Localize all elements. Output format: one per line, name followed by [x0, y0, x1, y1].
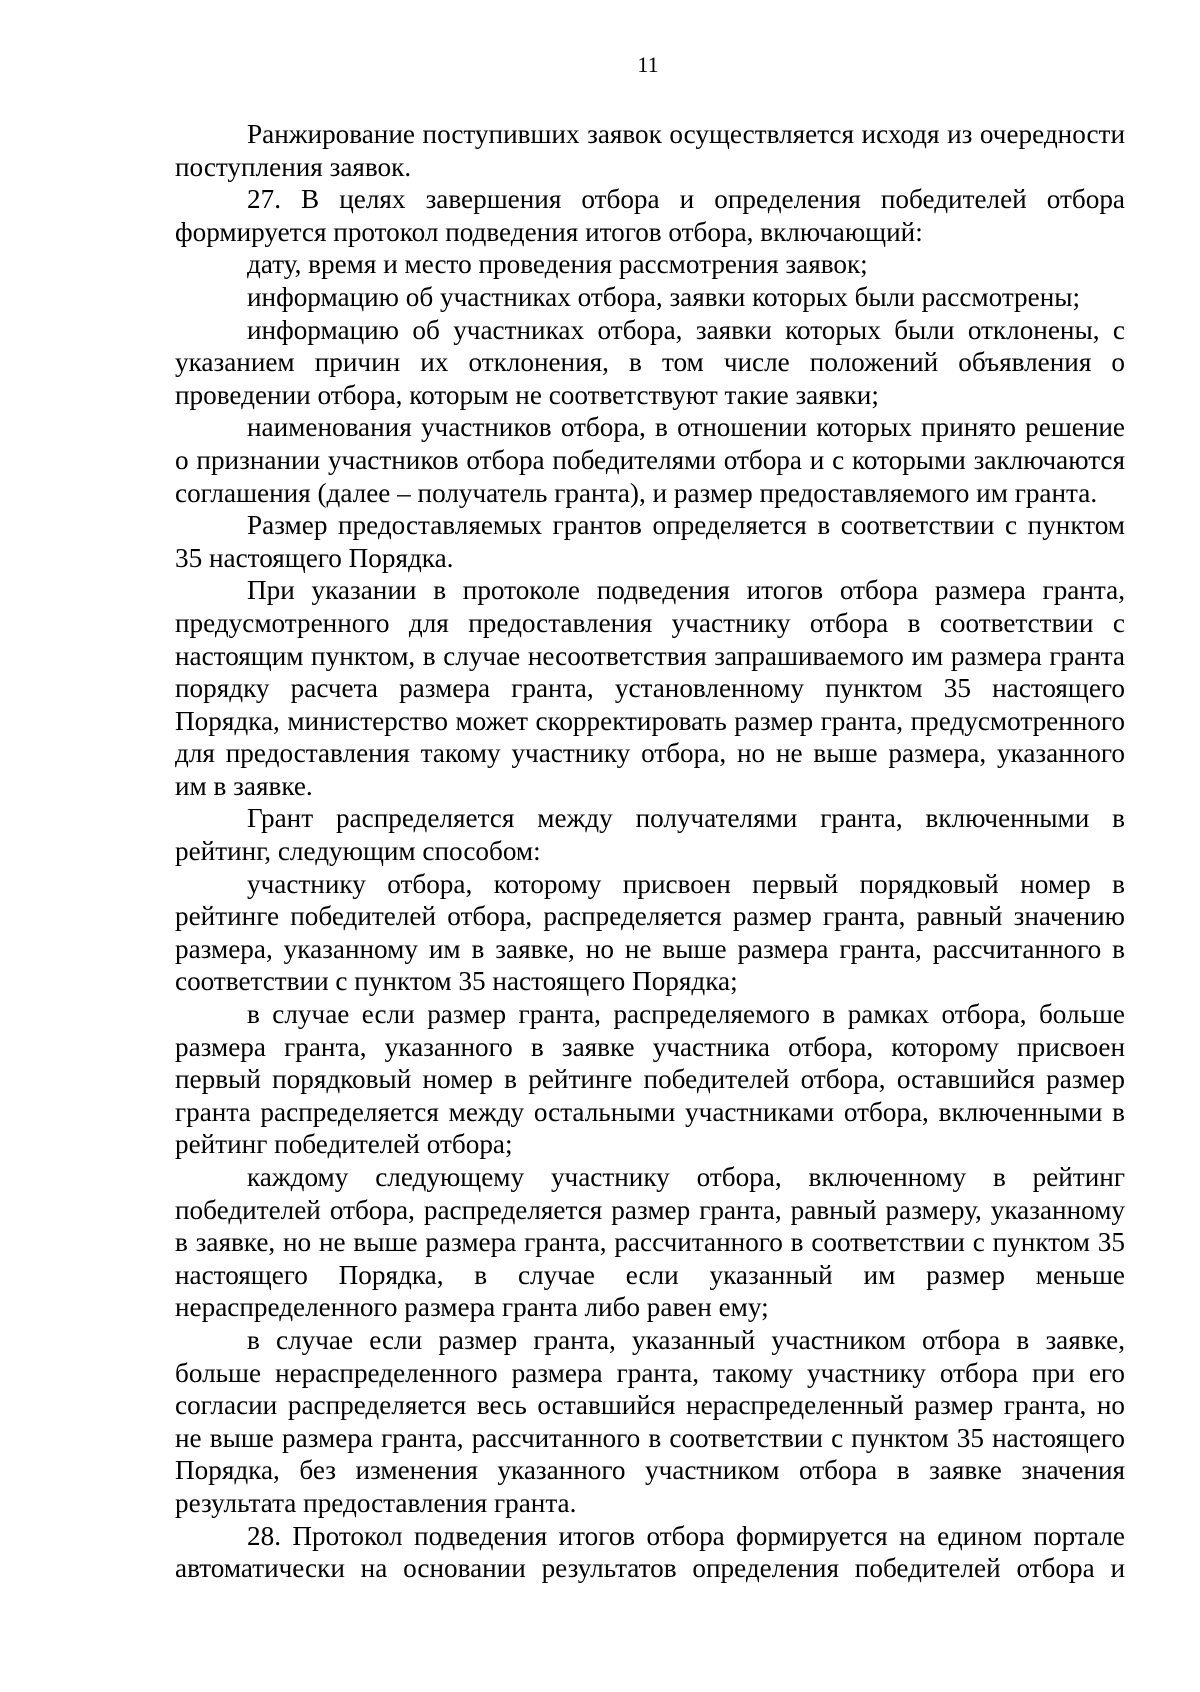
paragraph: При указании в протоколе подведения итогов отбора размера гранта, предусмотренного для предоставления участнику отбора в соответствии с настоящим пунктом, в случае несоответствия запрашиваемого им размера гранта порядку расчета размера гранта, установленному пунктом 35 настоящего Порядка, министерство может скорректировать размер гранта, предусмотренного для предоставления такому участнику отбора, но не выше размера, указанного им в заявке.	[175, 575, 1125, 801]
paragraph: каждому следующему участнику отбора, включенному в рейтинг победителей отбора, распределяется размер гранта, равный размеру, указанному в заявке, но не выше размера гранта, рассчитанного в соответствии с пунктом 35 настоящего Порядка, в случае если указанный им размер меньше нераспределенного размера гранта либо равен ему;	[175, 1162, 1125, 1323]
paragraph: 27. В целях завершения отбора и определения победителей отбора формируется протокол подведения итогов отбора, включающий:	[175, 184, 1125, 247]
paragraph: Ранжирование поступивших заявок осуществляется исходя из очередности поступления заявок.	[175, 119, 1125, 182]
paragraph: 28. Протокол подведения итогов отбора формируется на едином портале автоматически на основании результатов определения победителей отбора и	[175, 1520, 1125, 1584]
paragraph: в случае если размер гранта, распределяемого в рамках отбора, больше размера гранта, указанного в заявке участника отбора, которому присвоен первый порядковый номер в рейтинге победителей отбора, оставшийся размер гранта распределяется между остальными участниками отбора, включенными в рейтинг победителей отбора;	[175, 999, 1125, 1160]
paragraph: наименования участников отбора, в отношении которых принято решение о признании участников отбора победителями отбора и с которыми заключаются соглашения (далее – получатель гранта), и размер предоставляемого им гранта.	[175, 412, 1125, 508]
paragraph: участнику отбора, которому присвоен первый порядковый номер в рейтинге победителей отбора, распределяется размер гранта, равный значению размера, указанному им в заявке, но не выше размера гранта, рассчитанного в соответствии с пунктом 35 настоящего Порядка;	[175, 868, 1125, 997]
document-body	[175, 118, 1125, 1585]
paragraph: Размер предоставляемых грантов определяется в соответствии с пунктом 35 настоящего Порядка.	[175, 510, 1125, 573]
page-number: 11	[637, 52, 659, 77]
paragraph: Грант распределяется между получателями гранта, включенными в рейтинг, следующим способом:	[175, 803, 1125, 867]
paragraph: дату, время и место проведения рассмотрения заявок;	[247, 249, 868, 280]
paragraph: в случае если размер гранта, указанный участником отбора в заявке, больше нераспределенного размера гранта, такому участнику отбора при его согласии распределяется весь оставшийся нераспределенный размер гранта, но не выше размера гранта, рассчитанного в соответствии с пунктом 35 настоящего Порядка, без изменения указанного участником отбора в заявке значения результата предоставления гранта.	[175, 1324, 1125, 1518]
paragraph: информацию об участниках отбора, заявки которых были рассмотрены;	[247, 281, 1081, 312]
paragraph: информацию об участниках отбора, заявки которых были отклонены, с указанием причин их отклонения, в том числе положений объявления о проведении отбора, которым не соответствуют такие заявки;	[175, 314, 1125, 410]
